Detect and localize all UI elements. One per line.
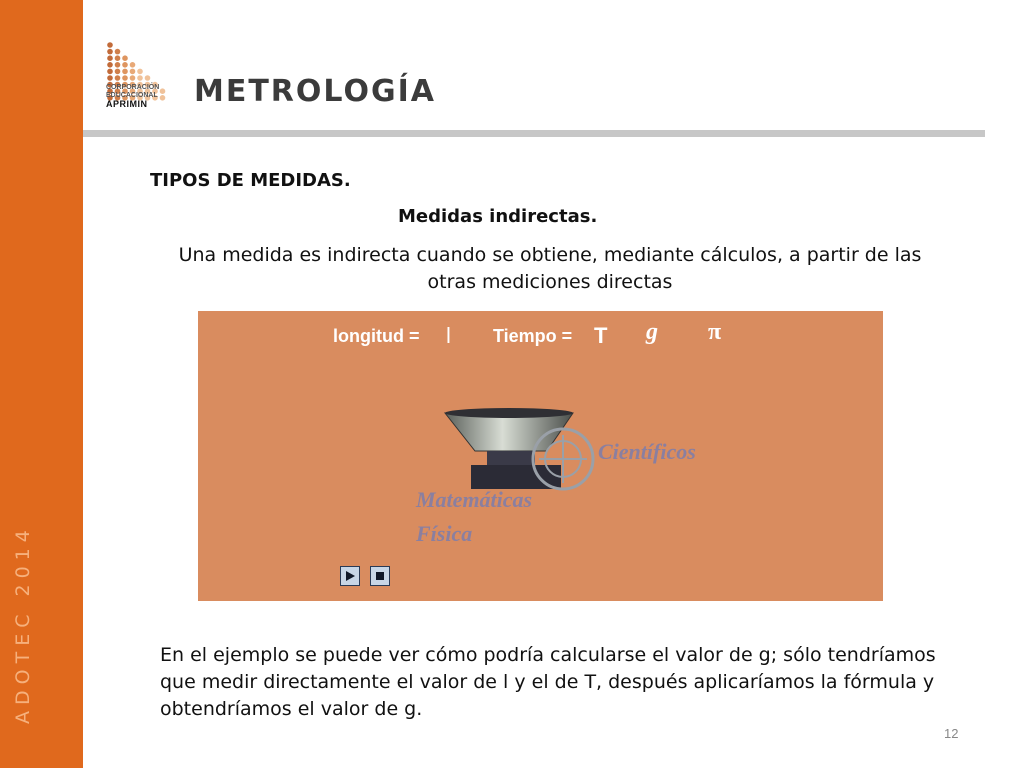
matematicas-label: Matemáticas — [416, 487, 533, 512]
section-title: TIPOS DE MEDIDAS. — [150, 170, 351, 191]
sidebar-vertical-text: ADOTEC 2014 — [12, 524, 34, 724]
page-number: 12 — [944, 726, 959, 741]
play-button[interactable] — [340, 566, 360, 586]
variable-g: g — [646, 319, 658, 345]
sidebar-band — [0, 0, 83, 768]
logo-brand: APRIMIN — [106, 99, 148, 109]
explanation-text: En el ejemplo se puede ver cómo podría calcularse el valor de g; sólo tendríamos que medir directamente el valor de l y el de T, después aplicaríamos la fórmula y obtendríamos el valor de g. — [160, 644, 936, 720]
stop-button[interactable] — [370, 566, 390, 586]
logo-caption — [106, 84, 178, 108]
animation-panel — [198, 311, 883, 601]
longitud-label: longitud = — [333, 326, 420, 346]
variable-l: l — [446, 323, 451, 348]
header-divider — [83, 130, 985, 137]
fisica-label: Física — [416, 521, 473, 546]
stop-icon — [375, 571, 385, 581]
variable-T: T — [594, 323, 608, 348]
tiempo-label: Tiempo = — [493, 326, 573, 346]
play-icon — [345, 571, 355, 581]
logo-line2: EDUCACIONAL — [106, 92, 158, 99]
subtitle: Medidas indirectas. — [398, 206, 598, 227]
intro-text: Una medida es indirecta cuando se obtiene, mediante cálculos, a partir de las otras mediciones directas — [178, 244, 922, 293]
cientificos-label: Científicos — [598, 439, 696, 464]
logo-line1: CORPORACIÓN — [106, 84, 160, 91]
page-title: METROLOGÍA — [194, 74, 436, 109]
variable-pi: π — [708, 319, 722, 345]
grinder-machine-icon — [443, 407, 603, 493]
